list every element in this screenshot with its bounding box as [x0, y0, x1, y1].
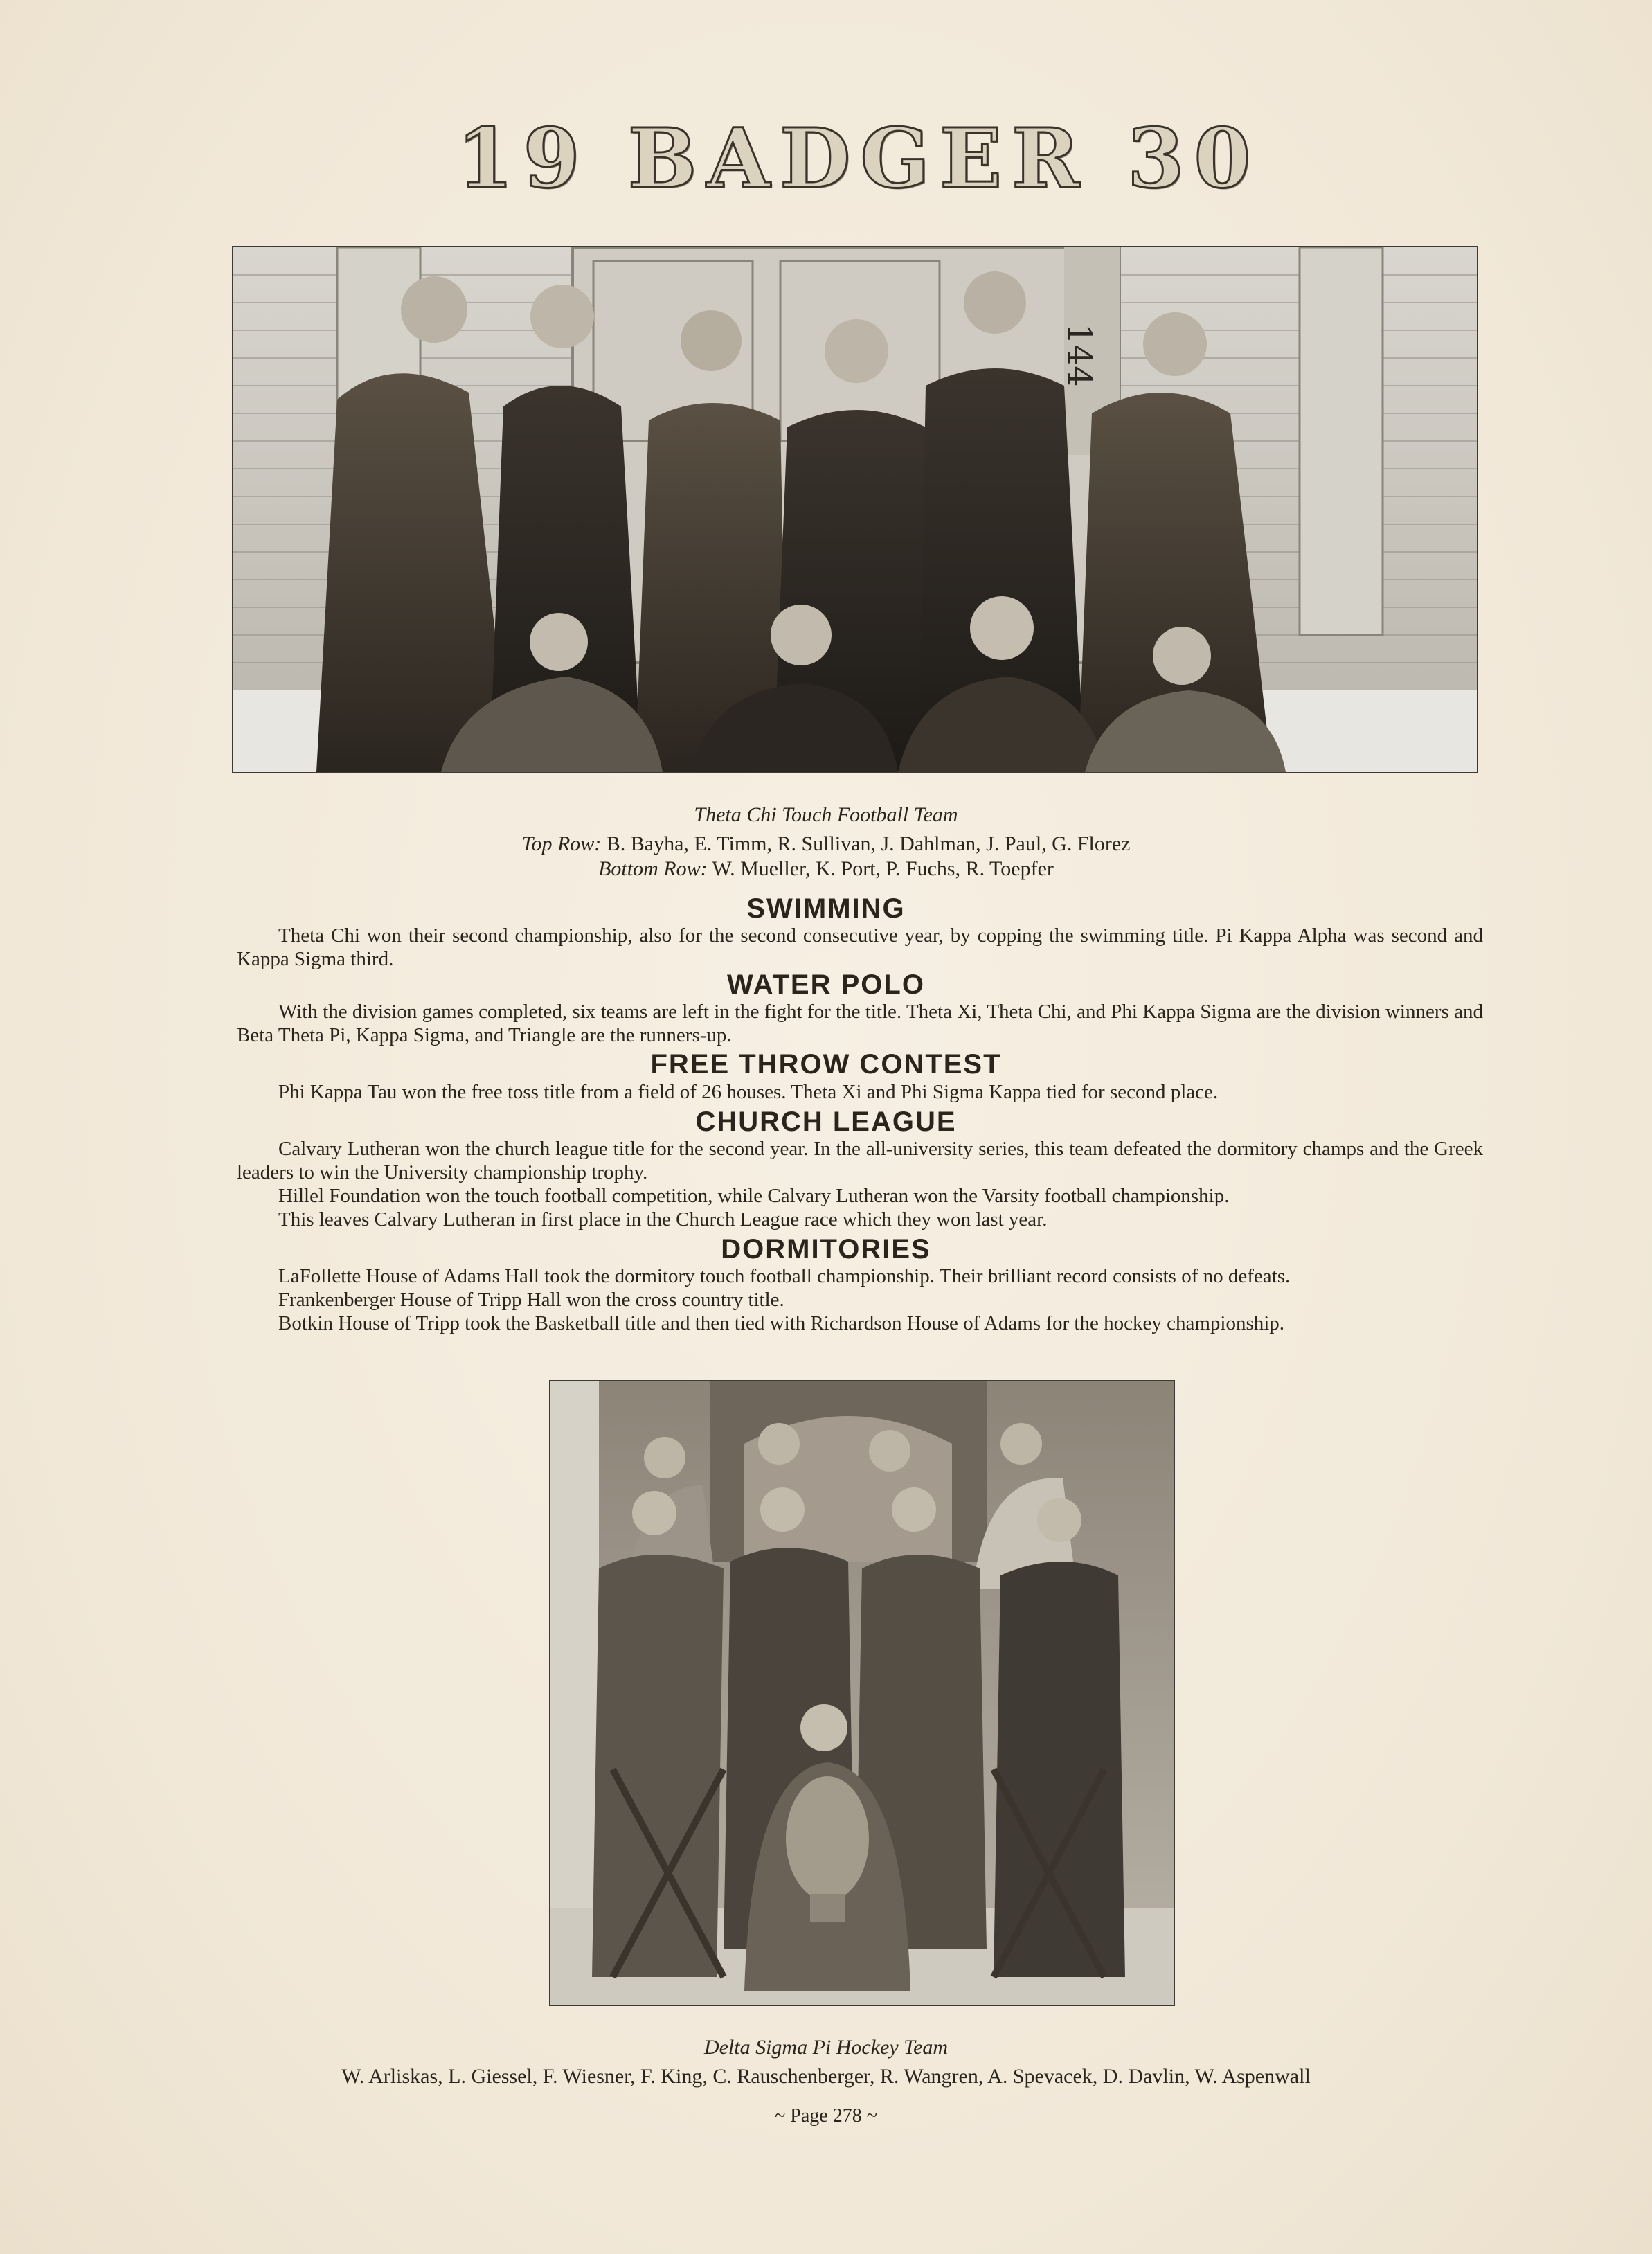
water-polo-heading: WATER POLO [727, 969, 925, 1000]
theta-chi-team-photo [233, 247, 1477, 772]
bottom-row-names: W. Mueller, K. Port, P. Fuchs, R. Toepfer [712, 857, 1054, 880]
free-throw-text: Phi Kappa Tau won the free toss title from a field of 26 houses. Theta Xi and Phi Sigma Kappa tied for second place. [278, 1081, 1219, 1103]
dormitories-line-2: Frankenberger House of Tripp Hall won the cross country title. [278, 1289, 784, 1311]
yearbook-masthead [235, 109, 1482, 206]
free-throw-heading: FREE THROW CONTEST [650, 1049, 1002, 1080]
church-league-heading: CHURCH LEAGUE [695, 1107, 957, 1137]
dormitories-line-3: Botkin House of Tripp took the Basketball title and then tied with Richardson House of Adams for the hockey championship. [278, 1312, 1285, 1334]
delta-sigma-pi-team-photo [550, 1381, 1174, 2005]
water-polo-paragraph [237, 1000, 1483, 1047]
bottom-photo-caption: Delta Sigma Pi Hockey Team [703, 2036, 949, 2059]
dormitories-heading: DORMITORIES [721, 1234, 931, 1264]
swimming-heading: SWIMMING [746, 893, 906, 924]
swimming-text: Theta Chi won their second championship, also for the second consecutive year, by copping the swimming title. Pi Kappa Alpha was second and Kappa Sigma third. [237, 924, 1483, 970]
page-number: ~ Page 278 ~ [775, 2105, 877, 2127]
top-row-roster [0, 832, 1652, 856]
church-league-line-3: This leaves Calvary Lutheran in first place in the Church League race which they won last year. [278, 1208, 1048, 1231]
bottom-row-roster [0, 857, 1652, 881]
church-league-line-2: Hillel Foundation won the touch football competition, while Calvary Lutheran won the Varsity football championship. [278, 1185, 1230, 1207]
dormitories-line-1: LaFollette House of Adams Hall took the dormitory touch football championship. Their brilliant record consists of no defeats. [278, 1265, 1291, 1287]
masthead-title: 19 BADGER 30 [456, 109, 1261, 206]
free-throw-paragraph [237, 1080, 1483, 1104]
top-row-label: Top Row: [521, 832, 602, 855]
top-row-names: B. Bayha, E. Timm, R. Sullivan, J. Dahlman, J. Paul, G. Florez [606, 832, 1131, 855]
bottom-row-label: Bottom Row: [598, 857, 708, 880]
church-league-paragraph [237, 1137, 1483, 1184]
water-polo-text: With the division games completed, six teams are left in the fight for the title. Theta Xi, Theta Chi, and Phi Kappa Sigma are the division winners and Beta Theta Pi, Kappa Sigma, and Triangle are the runners-up. [237, 1001, 1483, 1046]
bottom-photo-roster: W. Arliskas, L. Giessel, F. Wiesner, F. King, C. Rauschenberger, R. Wangren, A. Spevacek, D. Davlin, W. Aspenwall [341, 2065, 1311, 2088]
church-league-text: Calvary Lutheran won the church league title for the second year. In the all-university series, this team defeated the dormitory champs and the Greek leaders to win the University championship trophy. [237, 1138, 1483, 1183]
swimming-paragraph [237, 924, 1483, 971]
top-photo-caption: Theta Chi Touch Football Team [694, 803, 958, 826]
door-number: 144 [1060, 323, 1099, 387]
